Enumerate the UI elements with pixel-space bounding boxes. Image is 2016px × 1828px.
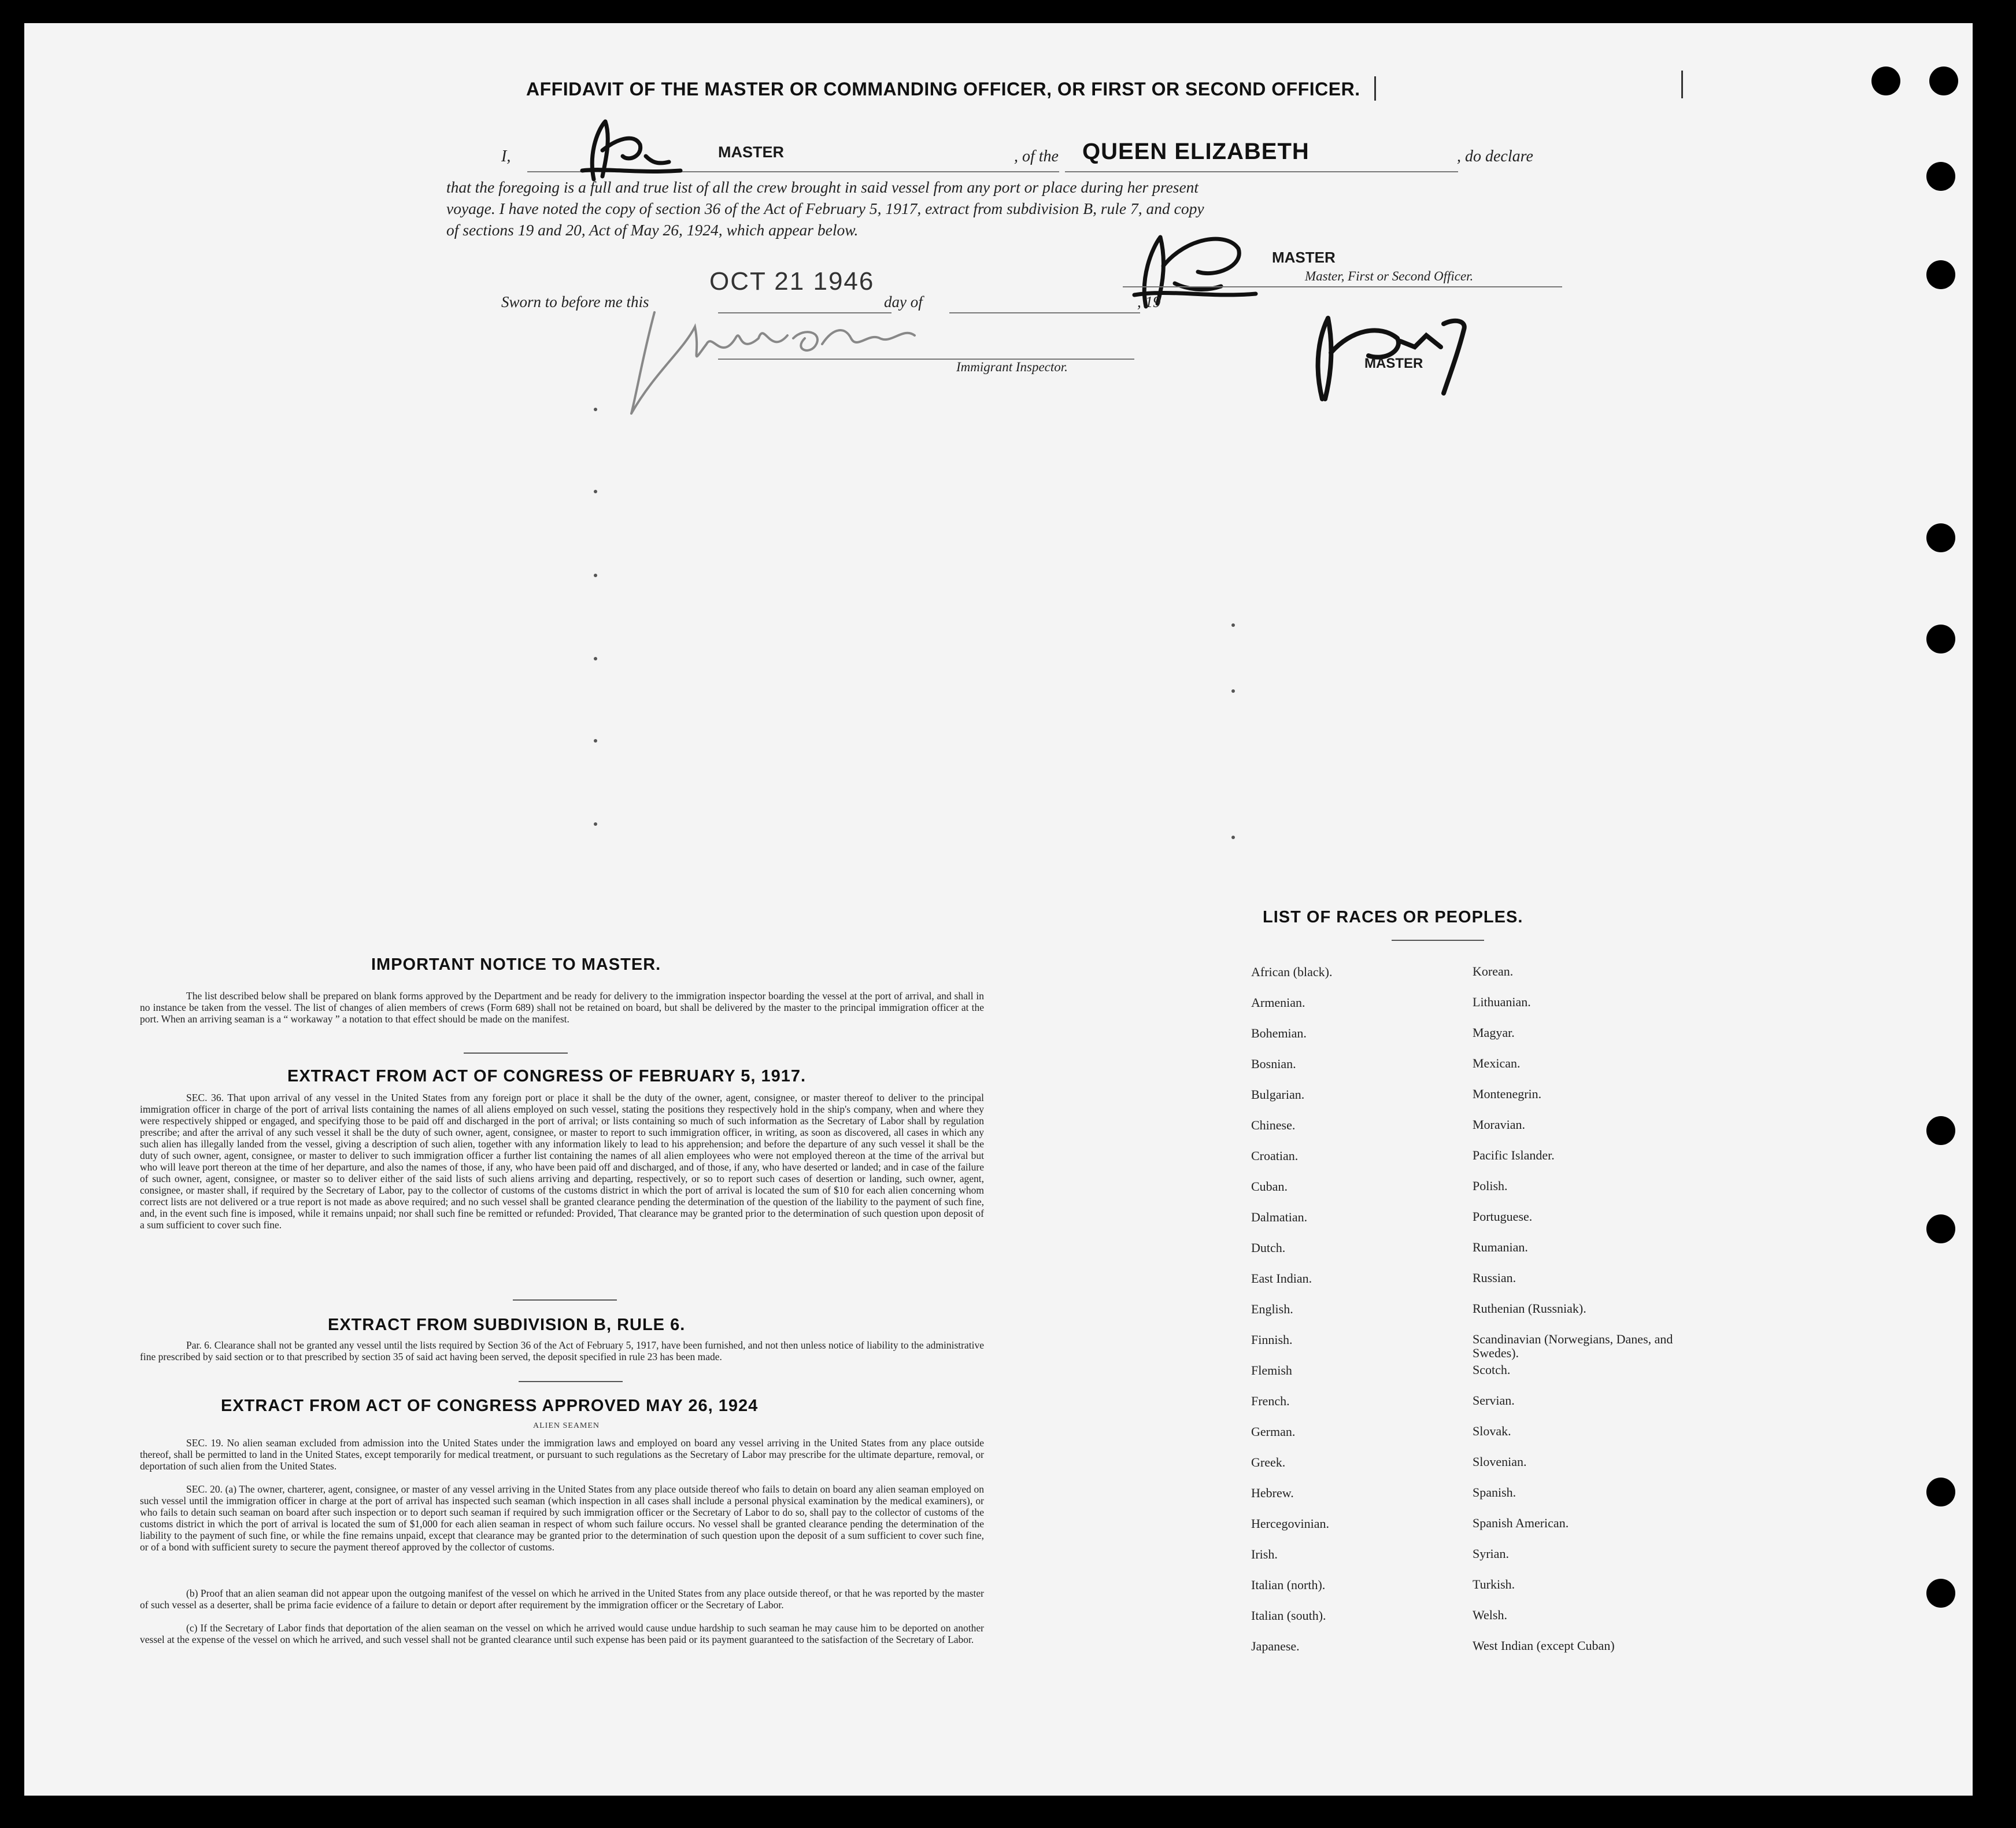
race-item: Rumanian. bbox=[1473, 1240, 1528, 1254]
race-item: Syrian. bbox=[1473, 1546, 1509, 1561]
of-the-label: , of the bbox=[1014, 147, 1059, 165]
race-item: Magyar. bbox=[1473, 1025, 1515, 1040]
punch-hole bbox=[1926, 1116, 1955, 1145]
race-item: English. bbox=[1251, 1302, 1293, 1316]
race-item: East Indian. bbox=[1251, 1271, 1312, 1286]
race-item: French. bbox=[1251, 1394, 1290, 1408]
punch-hole bbox=[1926, 1478, 1955, 1506]
rank-stamp: MASTER bbox=[718, 143, 784, 161]
scan-dot bbox=[1231, 689, 1235, 693]
scan-dot bbox=[1231, 836, 1235, 839]
race-item: Chinese. bbox=[1251, 1118, 1296, 1132]
extract-1924-sec20a: SEC. 20. (a) The owner, charterer, agent, consignee, or master of any vessel arriving in the United States from any place outside thereof who fails to detain on board any alien seaman employed on such vessel until the immigration officer in charge at the port of arrival has inspected such seaman (which inspection in all cases shall include a personal physical examination by the medical examiners), or who fails to detain such seaman on board after such inspection or to deport such seaman if required by such immigration officer or the Secretary of Labor to do so, shall pay to the collector of customs of the customs district in which the port of arrival is located the sum of $1,000 for each alien seaman in respect of whom such failure occurs. No vessel shall be granted clearance pending the determination of the liability to the payment of such fine, or while the fine remains unpaid, except that clearance may be granted prior to the determination of such question upon the deposit of a sum sufficient to cover such fine, or of a bond with sufficient surety to secure the payment thereof approved by the collector of customs. bbox=[140, 1483, 984, 1553]
extract-1924-sec20b: (b) Proof that an alien seaman did not appear upon the outgoing manifest of the vessel on which he arrived in the United States from any place outside thereof, or that he was reported by the master of such vessel as a deserter, shall be prima facie evidence of a failure to detain or deport after requirement by the immigration officer or the Secretary of Labor. bbox=[140, 1587, 984, 1611]
race-item: Greek. bbox=[1251, 1455, 1286, 1469]
race-item: African (black). bbox=[1251, 965, 1333, 979]
race-item: Portuguese. bbox=[1473, 1209, 1533, 1224]
extract-1924-title: EXTRACT FROM ACT OF CONGRESS APPROVED MAY 26, 1924 bbox=[221, 1397, 759, 1415]
punch-hole bbox=[1929, 67, 1958, 95]
races-title-underline bbox=[1392, 940, 1484, 941]
affidavit-body-line3: of sections 19 and 20, Act of May 26, 1924, which appear below. bbox=[446, 221, 859, 239]
race-item: Lithuanian. bbox=[1473, 995, 1531, 1009]
punch-hole bbox=[1926, 162, 1955, 191]
scan-dot bbox=[594, 490, 597, 493]
punch-hole bbox=[1926, 1579, 1955, 1608]
race-item: Moravian. bbox=[1473, 1117, 1526, 1132]
notice-text: The list described below shall be prepared on blank forms approved by the Department and be ready for delivery to the immigration inspector boarding the vessel at the port of arrival, and shall in no instance be taken from the vessel. The list of changes of alien members of crews (Form 689) shall not be retained on board, but shall be delivered by the master to the principal immigration officer at the port. When an arriving seaman is a “ workaway ” a notation to that effect should be made on the manifest. bbox=[140, 990, 984, 1025]
punch-hole bbox=[1926, 260, 1955, 289]
race-item: Montenegrin. bbox=[1473, 1087, 1542, 1101]
vessel-name-stamp: QUEEN ELIZABETH bbox=[1082, 139, 1310, 164]
inspector-blank-line bbox=[718, 359, 1134, 360]
race-item: German. bbox=[1251, 1424, 1296, 1439]
extract-1917-text: SEC. 36. That upon arrival of any vessel in the United States from any foreign port or place it shall be the duty of the owner, agent, consignee, or master thereof to deliver to the principal immigration officer in charge of the port of arrival lists containing the names of all aliens employed on such vessel, stating the positions they respectively hold in the ship's company, when and where they were respectively shipped or engaged, and specifying those to be paid off and discharged in the port of arrival; or lists containing so much of such information as the Secretary of Labor shall by regulation prescribe; and after the arrival of any such vessel it shall be the duty of such owner, agent, consignee, or master to report to such immigration officer, in writing, as soon as discovered, all cases in which any such alien has illegally landed from the vessel, giving a description of such alien, together with any information likely to lead to his apprehension; and before the departure of any such vessel it shall be the duty of such owner, agent, consignee, or master to deliver to such immigration officer a further list containing the names of all alien employees who were not employed thereon at the time of the arrival but who will leave port thereon at the time of her departure, and also the names of those, if any, who have been paid off and discharged, and of those, if any, who have deserted or landed; and in case of the failure of such owner, agent, consignee, or master so to deliver either of the said lists of such aliens arriving and departing, respectively, or so to report such cases of desertion or landing, such owner, agent, consignee, or master shall, if required by the Secretary of Labor, pay to the collector of customs of the customs district in which the port of arrival is located the sum of $10 for each alien concerning whom correct lists are not delivered or a true report is not made as above required; and no such vessel shall be granted clearance pending the determination of the question of the liability to the payment of such fine, and, in the event such fine is imposed, while it remains unpaid; nor shall such fine be remitted or refunded: Provided, That clearance may be granted prior to the determination of such question upon deposit of a sum sufficient to cover such fine. bbox=[140, 1092, 984, 1231]
date-stamp: OCT 21 1946 bbox=[709, 267, 875, 296]
race-item: Slovenian. bbox=[1473, 1454, 1527, 1469]
race-item: Cuban. bbox=[1251, 1179, 1288, 1194]
second-master-stamp: MASTER bbox=[1364, 356, 1423, 371]
inspector-signature bbox=[620, 304, 920, 419]
punch-hole bbox=[1926, 625, 1955, 653]
affidavit-body-line1: that the foregoing is a full and true list of all the crew brought in said vessel from any port or place during her present bbox=[446, 178, 1199, 196]
punch-hole bbox=[1926, 1214, 1955, 1243]
race-item: Irish. bbox=[1251, 1547, 1278, 1561]
race-item: Bohemian. bbox=[1251, 1026, 1307, 1040]
subdivision-title: EXTRACT FROM SUBDIVISION B, RULE 6. bbox=[328, 1316, 686, 1334]
race-item: Scandinavian (Norwegians, Danes, and Swedes). bbox=[1473, 1332, 1673, 1360]
race-item: Flemish bbox=[1251, 1363, 1292, 1378]
document-page bbox=[24, 23, 1973, 1796]
race-item: Japanese. bbox=[1251, 1639, 1300, 1653]
separator-2 bbox=[513, 1299, 617, 1301]
race-item: Slovak. bbox=[1473, 1424, 1511, 1438]
race-item: Korean. bbox=[1473, 964, 1514, 978]
master-signature-1 bbox=[571, 116, 686, 185]
races-title: LIST OF RACES OR PEOPLES. bbox=[1263, 908, 1523, 926]
signer-caption: Master, First or Second Officer. bbox=[1305, 269, 1474, 283]
race-item: Croatian. bbox=[1251, 1148, 1299, 1163]
race-item: Polish. bbox=[1473, 1179, 1508, 1193]
race-item: West Indian (except Cuban) bbox=[1473, 1638, 1615, 1653]
race-item: Russian. bbox=[1473, 1271, 1516, 1285]
race-item: Dalmatian. bbox=[1251, 1210, 1308, 1224]
extract-1924-subtitle: ALIEN SEAMEN bbox=[533, 1421, 600, 1430]
race-item: Italian (north). bbox=[1251, 1578, 1326, 1592]
scan-dot bbox=[594, 739, 597, 743]
year-prefix: , 19 bbox=[1137, 293, 1161, 311]
do-declare-label: , do declare bbox=[1457, 147, 1533, 165]
race-item: Bosnian. bbox=[1251, 1057, 1296, 1071]
race-item: Servian. bbox=[1473, 1393, 1515, 1408]
signer-blank-line bbox=[1123, 286, 1562, 287]
affidavit-body-line2: voyage. I have noted the copy of section 36 of the Act of February 5, 1917, extract from subdivision B, rule 7, and copy bbox=[446, 200, 1204, 217]
race-item: Bulgarian. bbox=[1251, 1087, 1305, 1102]
race-item: Italian (south). bbox=[1251, 1608, 1326, 1623]
subdivision-text: Par. 6. Clearance shall not be granted any vessel until the lists required by Section 36 of the Act of February 5, 1917, have been furnished, and not then unless notice of liability to the administrative fine prescribed by said section or to that prescribed by section 35 of said act having been served, the deposit specified in rule 23 has been made. bbox=[140, 1339, 984, 1362]
sworn-month-blank bbox=[949, 312, 1140, 313]
race-item: Scotch. bbox=[1473, 1362, 1511, 1377]
race-item: Armenian. bbox=[1251, 995, 1305, 1010]
scan-dot bbox=[594, 657, 597, 660]
extract-1924-sec19: SEC. 19. No alien seaman excluded from admission into the United States under the immigration laws and employed on board any vessel arriving in the United States from any place outside thereof, shall be permitted to land in the United States, except temporarily for medical treatment, or pursuant to such regulations as the Secretary of Labor may prescribe for the ultimate departure, removal, or deportation of such alien from the United States. bbox=[140, 1437, 984, 1472]
notice-title: IMPORTANT NOTICE TO MASTER. bbox=[371, 955, 661, 974]
scan-dot bbox=[594, 574, 597, 577]
vessel-blank-line bbox=[1065, 171, 1458, 172]
race-item: Mexican. bbox=[1473, 1056, 1521, 1070]
day-of-label: day of bbox=[884, 293, 923, 311]
race-item: Finnish. bbox=[1251, 1332, 1293, 1347]
separator-1 bbox=[464, 1053, 568, 1054]
race-item: Dutch. bbox=[1251, 1240, 1286, 1255]
affidavit-title: AFFIDAVIT OF THE MASTER OR COMMANDING OFFICER, OR FIRST OR SECOND OFFICER. bbox=[526, 79, 1360, 99]
punch-hole bbox=[1871, 67, 1900, 95]
extract-1924-sec20c: (c) If the Secretary of Labor finds that deportation of the alien seaman on the vessel on which he arrived would cause undue hardship to such seaman he may cause him to be deported on another vessel at the expense of the vessel on which he arrived, and such vessel shall not be granted clearance until such expense has been paid or its payment guaranteed to the satisfaction of the Secretary of Labor. bbox=[140, 1622, 984, 1645]
scan-dot bbox=[594, 822, 597, 826]
race-item: Spanish American. bbox=[1473, 1516, 1569, 1530]
punch-hole bbox=[1926, 523, 1955, 552]
race-item: Hebrew. bbox=[1251, 1486, 1294, 1500]
title-cursor-mark bbox=[1374, 76, 1376, 101]
race-item: Pacific Islander. bbox=[1473, 1148, 1555, 1162]
scan-dot bbox=[1231, 623, 1235, 627]
race-item: Welsh. bbox=[1473, 1608, 1507, 1622]
extract-1917-title: EXTRACT FROM ACT OF CONGRESS OF FEBRUARY 5, 1917. bbox=[287, 1067, 807, 1085]
right-edge-mark bbox=[1681, 71, 1683, 98]
race-item: Spanish. bbox=[1473, 1485, 1516, 1500]
inspector-caption: Immigrant Inspector. bbox=[956, 360, 1068, 374]
race-item: Ruthenian (Russniak). bbox=[1473, 1301, 1586, 1316]
race-item: Turkish. bbox=[1473, 1577, 1515, 1591]
i-label: I, bbox=[501, 147, 511, 165]
scan-dot bbox=[594, 408, 597, 411]
signer-stamp: MASTER bbox=[1272, 249, 1336, 266]
race-item: Hercegovinian. bbox=[1251, 1516, 1329, 1531]
sworn-prefix: Sworn to before me this bbox=[501, 293, 649, 311]
separator-3 bbox=[519, 1381, 623, 1382]
